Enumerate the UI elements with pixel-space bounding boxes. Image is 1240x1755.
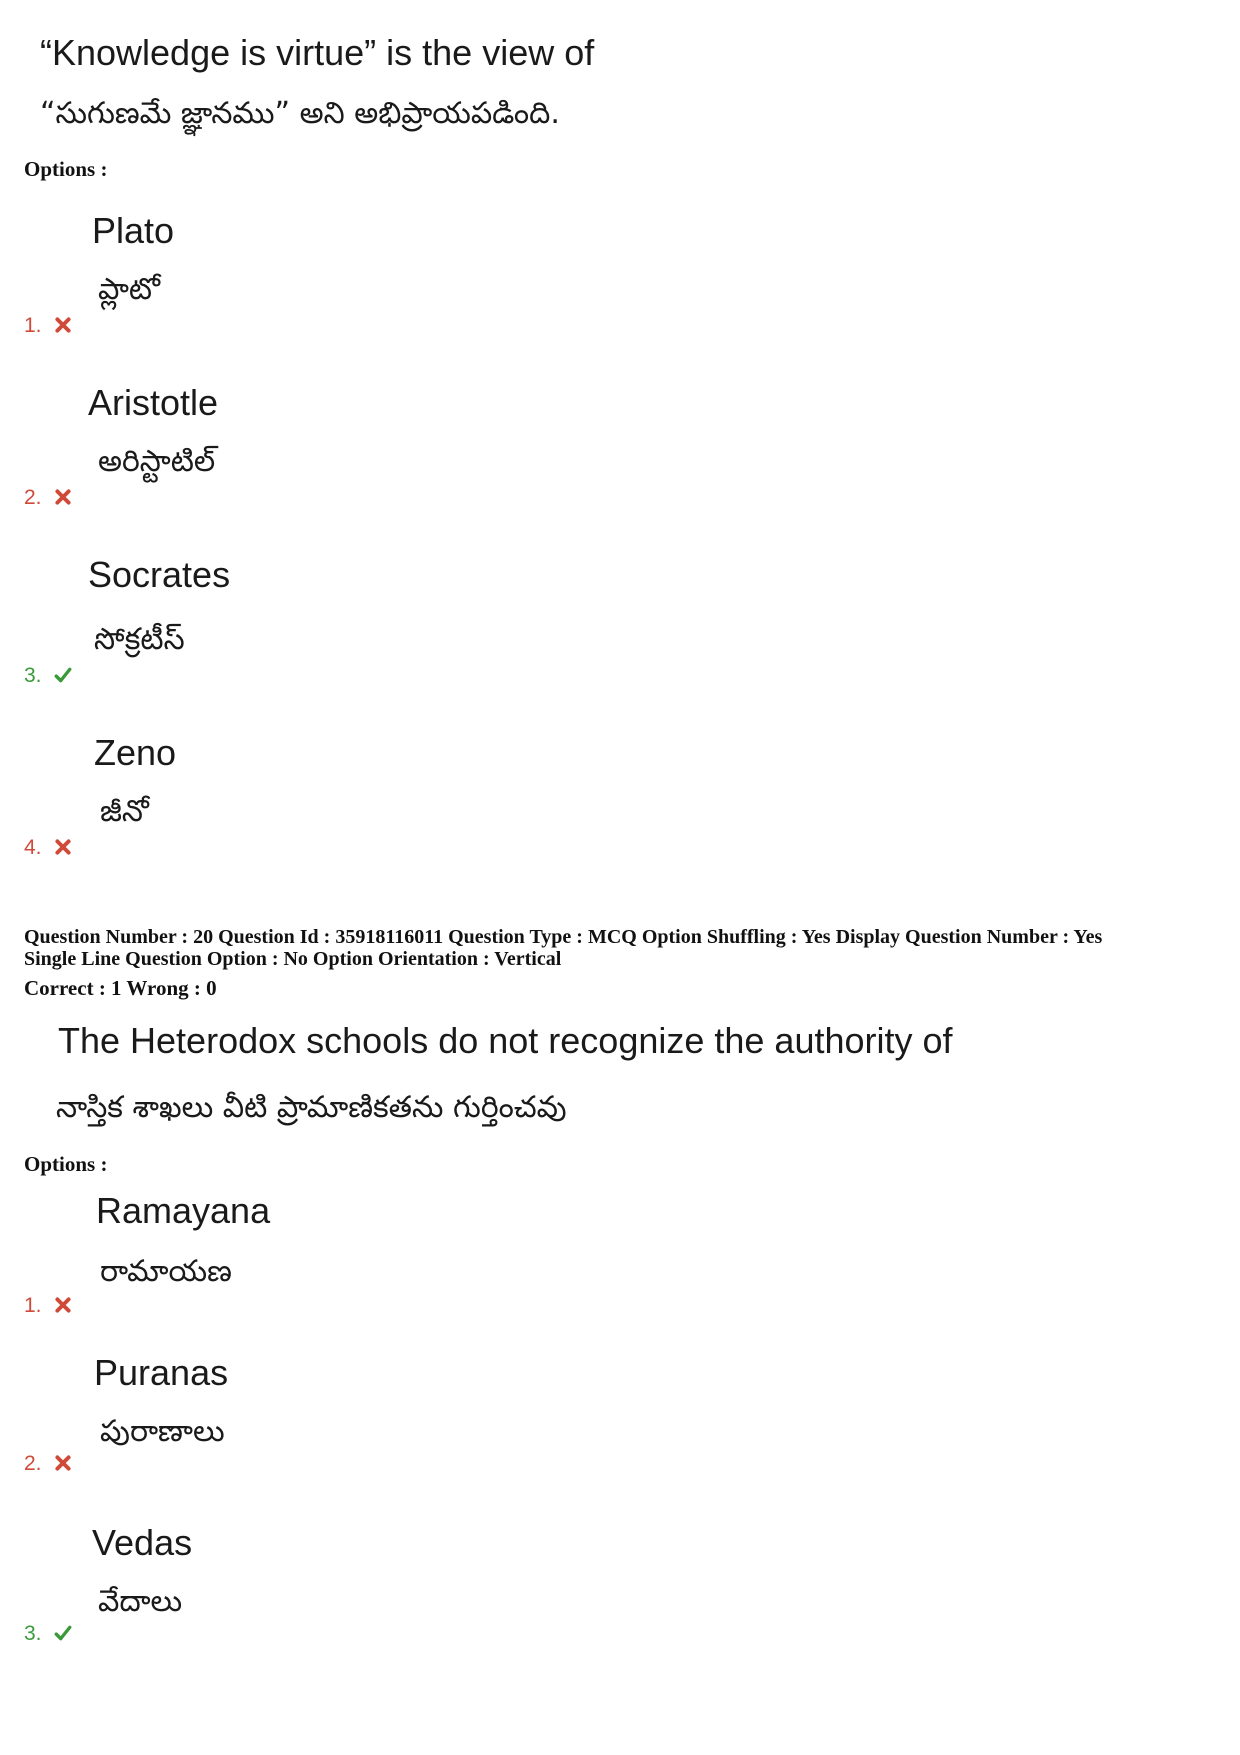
- q19-option-3-en: Socrates: [88, 554, 231, 595]
- q19-option-4-te: జీనో: [100, 794, 149, 829]
- q19-option-4-en: Zeno: [94, 732, 177, 773]
- check-icon: [54, 1624, 72, 1642]
- q20-option-3-te: వేదాలు: [98, 1584, 183, 1619]
- q20-option-3-num-text: 3.: [24, 1622, 42, 1645]
- q19-option-2-num-text: 2.: [24, 486, 42, 509]
- q20-option-3-number: [24, 1622, 72, 1646]
- q20-question-en: The Heterodox schools do not recognize the authority of: [58, 1020, 953, 1061]
- q20-option-1-te: రామాయణ: [100, 1254, 232, 1289]
- q20-option-2-num-text: 2.: [24, 1452, 42, 1475]
- q20-option-2-number: [24, 1452, 72, 1476]
- q20-option-3-en: Vedas: [92, 1522, 193, 1563]
- q20-question-te: నాస్తిక శాఖలు వీటి ప్రామాణికతను గుర్తించవు: [56, 1090, 567, 1125]
- q19-question-te: “సుగుణమే జ్ఞానము” అని అభిప్రాయపడింది.: [40, 96, 560, 131]
- q20-option-2-te: పురాణాలు: [100, 1414, 225, 1449]
- cross-icon: [54, 316, 72, 334]
- cross-icon: [54, 488, 72, 506]
- q20-option-2-en: Puranas: [94, 1352, 229, 1393]
- q19-options-label: Options :: [24, 157, 108, 181]
- q19-question-en: “Knowledge is virtue” is the view of: [40, 32, 595, 73]
- q19-option-3-te: సోక్రటీస్: [94, 622, 185, 657]
- q19-option-1-en: Plato: [92, 210, 175, 251]
- q20-marks-line: Correct : 1 Wrong : 0: [24, 976, 217, 1000]
- q19-option-4-num-text: 4.: [24, 836, 42, 859]
- cross-icon: [54, 1454, 72, 1472]
- q20-option-1-num-text: 1.: [24, 1294, 42, 1317]
- q19-option-1-te: ప్లాటో: [98, 272, 161, 307]
- q20-options-label: Options :: [24, 1152, 108, 1176]
- q20-option-1-en: Ramayana: [96, 1190, 271, 1231]
- q20-meta-line-1: Question Number : 20 Question Id : 35918116011 Question Type : MCQ Option Shuffling : Yes Display Question Number : Yes: [24, 926, 1103, 948]
- q19-option-2-en: Aristotle: [88, 382, 219, 423]
- q19-option-1-number: [24, 314, 72, 338]
- cross-icon: [54, 1296, 72, 1314]
- q19-option-1-num-text: 1.: [24, 314, 42, 337]
- q19-option-2-te: అరిస్టాటిల్: [98, 444, 216, 479]
- q20-option-1-number: [24, 1294, 72, 1318]
- q19-option-3-number: [24, 664, 72, 688]
- q20-meta-line-2: Single Line Question Option : No Option Orientation : Vertical: [24, 948, 562, 970]
- check-icon: [54, 666, 72, 684]
- q19-option-2-number: [24, 486, 72, 510]
- q19-option-3-num-text: 3.: [24, 664, 42, 687]
- cross-icon: [54, 838, 72, 856]
- q19-option-4-number: [24, 836, 72, 860]
